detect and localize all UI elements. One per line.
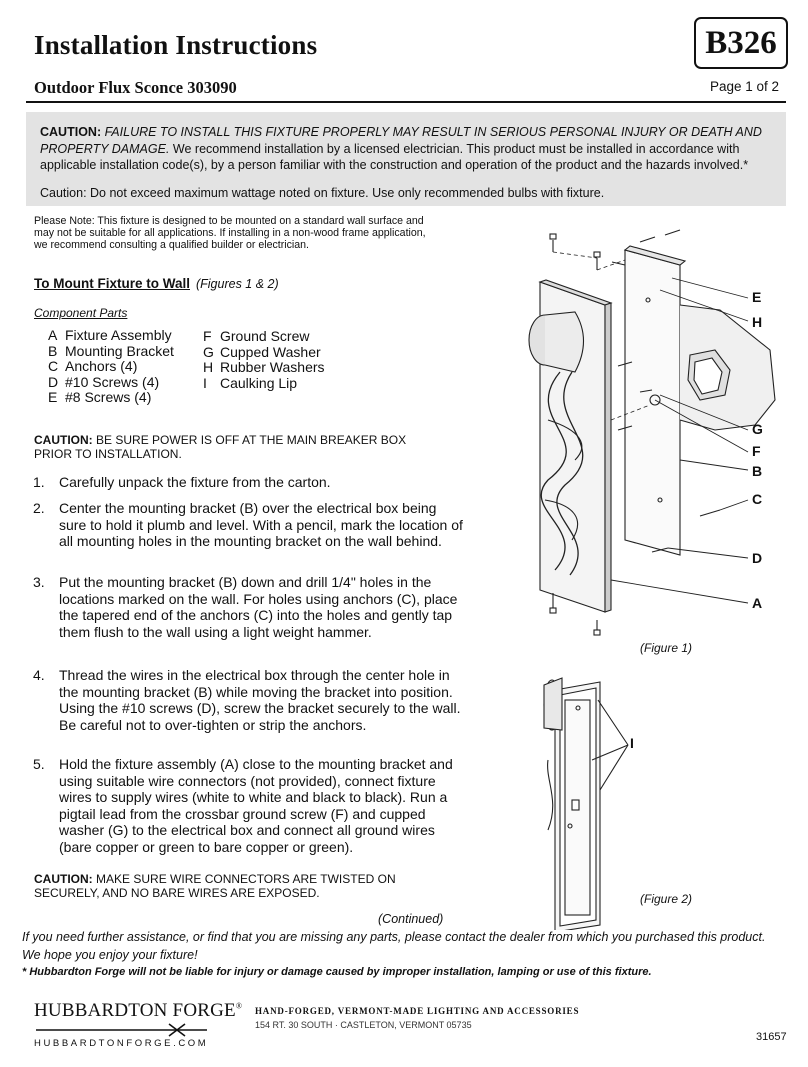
figure-label-d: D <box>752 550 763 566</box>
assistance-note: If you need further assistance, or find that you are missing any parts, please contact the dealer from which you purchased this product. <box>22 930 766 944</box>
figure-label-i: I <box>630 735 634 751</box>
liability-disclaimer: * Hubbardton Forge will not be liable for injury or damage caused by improper installation, lamping or use of this fixture. <box>22 966 652 978</box>
step-text: Center the mounting bracket (B) over the electrical box being sure to hold it plumb and level. With a pencil, mark the location of all mounting holes in the mounting bracket on the wall behind. <box>59 500 463 550</box>
caution-label: CAUTION: <box>34 433 93 447</box>
step-text: Put the mounting bracket (B) down and drill 1/4" holes in the locations marked on the wall. For holes using anchors (C), place the tapered end of the anchors (C) into the holes and gently tap them flush to the wall using a light weight hammer. <box>59 574 458 640</box>
wattage-caution: Caution: Do not exceed maximum wattage noted on fixture. Use only recommended bulbs with fixture. <box>40 185 605 200</box>
step-number: 2. <box>33 500 45 516</box>
caution-box <box>26 112 786 206</box>
step-number: 4. <box>33 667 45 683</box>
instruction-step <box>33 574 463 640</box>
figure-label-b: B <box>752 463 763 479</box>
page-number: Page 1 of 2 <box>709 79 779 94</box>
registered-mark: ® <box>235 1001 243 1011</box>
crossed-tools-icon <box>34 1023 209 1037</box>
caution-label: CAUTION: <box>40 125 102 139</box>
enjoy-note: We hope you enjoy your fixture! <box>22 948 198 962</box>
caution-warning-text: FAILURE TO INSTALL THIS FIXTURE PROPERLY MAY RESULT IN SERIOUS PERSONAL INJURY OR DEATH AND PROPERTY DAMAGE. <box>40 125 762 156</box>
list-item: H Rubber Washers <box>203 359 325 375</box>
list-item: B Mounting Bracket <box>48 342 174 359</box>
list-item: C Anchors (4) <box>48 358 138 374</box>
list-item: D #10 Screws (4) <box>48 373 160 390</box>
list-item: F Ground Screw <box>203 328 310 344</box>
step-text: Hold the fixture assembly (A) close to the mounting bracket and using suitable wire connectors (not provided), connect fixture wires to supply wires (white to white and black to black). Run a pigtail lead from the crossbar ground screw (F) and cupped washer (G) to the electrical box and connect all ground wires (bare copper or green to bare copper or green). <box>59 756 453 855</box>
brand-name: HUBBARDTON FORGE® <box>34 1000 243 1021</box>
brand-url: HUBBARDTONFORGE.COM <box>34 1038 209 1049</box>
list-item: A Fixture Assembly <box>48 327 172 343</box>
step-number: 1. <box>33 474 45 490</box>
figure-label-f: F <box>752 443 761 459</box>
mount-heading <box>34 276 279 291</box>
instruction-step <box>33 500 463 550</box>
brand-address: 154 RT. 30 SOUTH · CASTLETON, VERMONT 05735 <box>255 1020 472 1030</box>
figure-label-c: C <box>752 491 763 507</box>
brand-logo <box>34 1000 243 1049</box>
caution-label: CAUTION: <box>34 872 93 886</box>
figure2-caption: (Figure 2) <box>640 892 693 906</box>
figure1-caption: (Figure 1) <box>640 641 693 655</box>
parts-list-left <box>48 328 174 406</box>
instruction-step <box>33 667 463 733</box>
figure-label-h: H <box>752 314 763 330</box>
step-number: 3. <box>33 574 45 590</box>
figure-label-a: A <box>752 595 763 611</box>
instruction-step <box>33 756 463 856</box>
mount-heading-text: To Mount Fixture to Wall <box>34 276 190 291</box>
list-item: E #8 Screws (4) <box>48 389 152 405</box>
page-title: Installation Instructions <box>34 30 318 60</box>
document-code-badge: B326 <box>694 17 788 69</box>
caution-wires-text: MAKE SURE WIRE CONNECTORS ARE TWISTED ON SECURELY, AND NO BARE WIRES ARE EXPOSED. <box>34 872 396 900</box>
brand-tagline: HAND-FORGED, VERMONT-MADE LIGHTING AND ACCESSORIES <box>255 1006 580 1016</box>
caution-body-text: We recommend installation by a licensed electrician. This product must be installed in accordance with applicable installation code(s), by a person familiar with the construction and operation of the product and the hazards involved.* <box>40 141 749 172</box>
figure-label-g: G <box>752 421 763 437</box>
figure2-fixture <box>544 678 628 930</box>
list-item: G Cupped Washer <box>203 343 321 360</box>
parts-list-right <box>203 329 325 391</box>
step-text: Thread the wires in the electrical box through the center hole in the mounting bracket (B) while moving the bracket into position. Using the #10 screws (D), screw the bracket securely to the wall. Be careful not to over-tighten or strip the anchors. <box>59 667 461 733</box>
step-number: 5. <box>33 756 45 772</box>
fixture-assembly <box>529 280 611 612</box>
form-code: 31657 <box>756 1031 787 1043</box>
product-subtitle: Outdoor Flux Sconce 303090 <box>34 78 237 97</box>
please-note: Please Note: This fixture is designed to be mounted on a standard wall surface and may not be suitable for all applications. If installing in a non-wood frame application, we recommend consulting a qualified builder or electrician. <box>34 215 426 251</box>
list-item: I Caulking Lip <box>203 374 298 391</box>
mount-figures-ref: (Figures 1 & 2) <box>195 277 279 291</box>
instruction-step <box>33 474 463 491</box>
caution-paragraph <box>40 124 772 174</box>
step-text: Carefully unpack the fixture from the carton. <box>59 474 331 490</box>
header-divider <box>26 101 786 103</box>
caution-power-text: BE SURE POWER IS OFF AT THE MAIN BREAKER BOX PRIOR TO INSTALLATION. <box>34 433 407 461</box>
figure-label-e: E <box>752 289 762 305</box>
component-parts-heading: Component Parts <box>34 306 128 320</box>
continued-note: (Continued) <box>378 912 444 926</box>
caution-power <box>34 433 444 461</box>
caution-wires <box>34 872 444 900</box>
installation-diagram <box>500 210 800 930</box>
